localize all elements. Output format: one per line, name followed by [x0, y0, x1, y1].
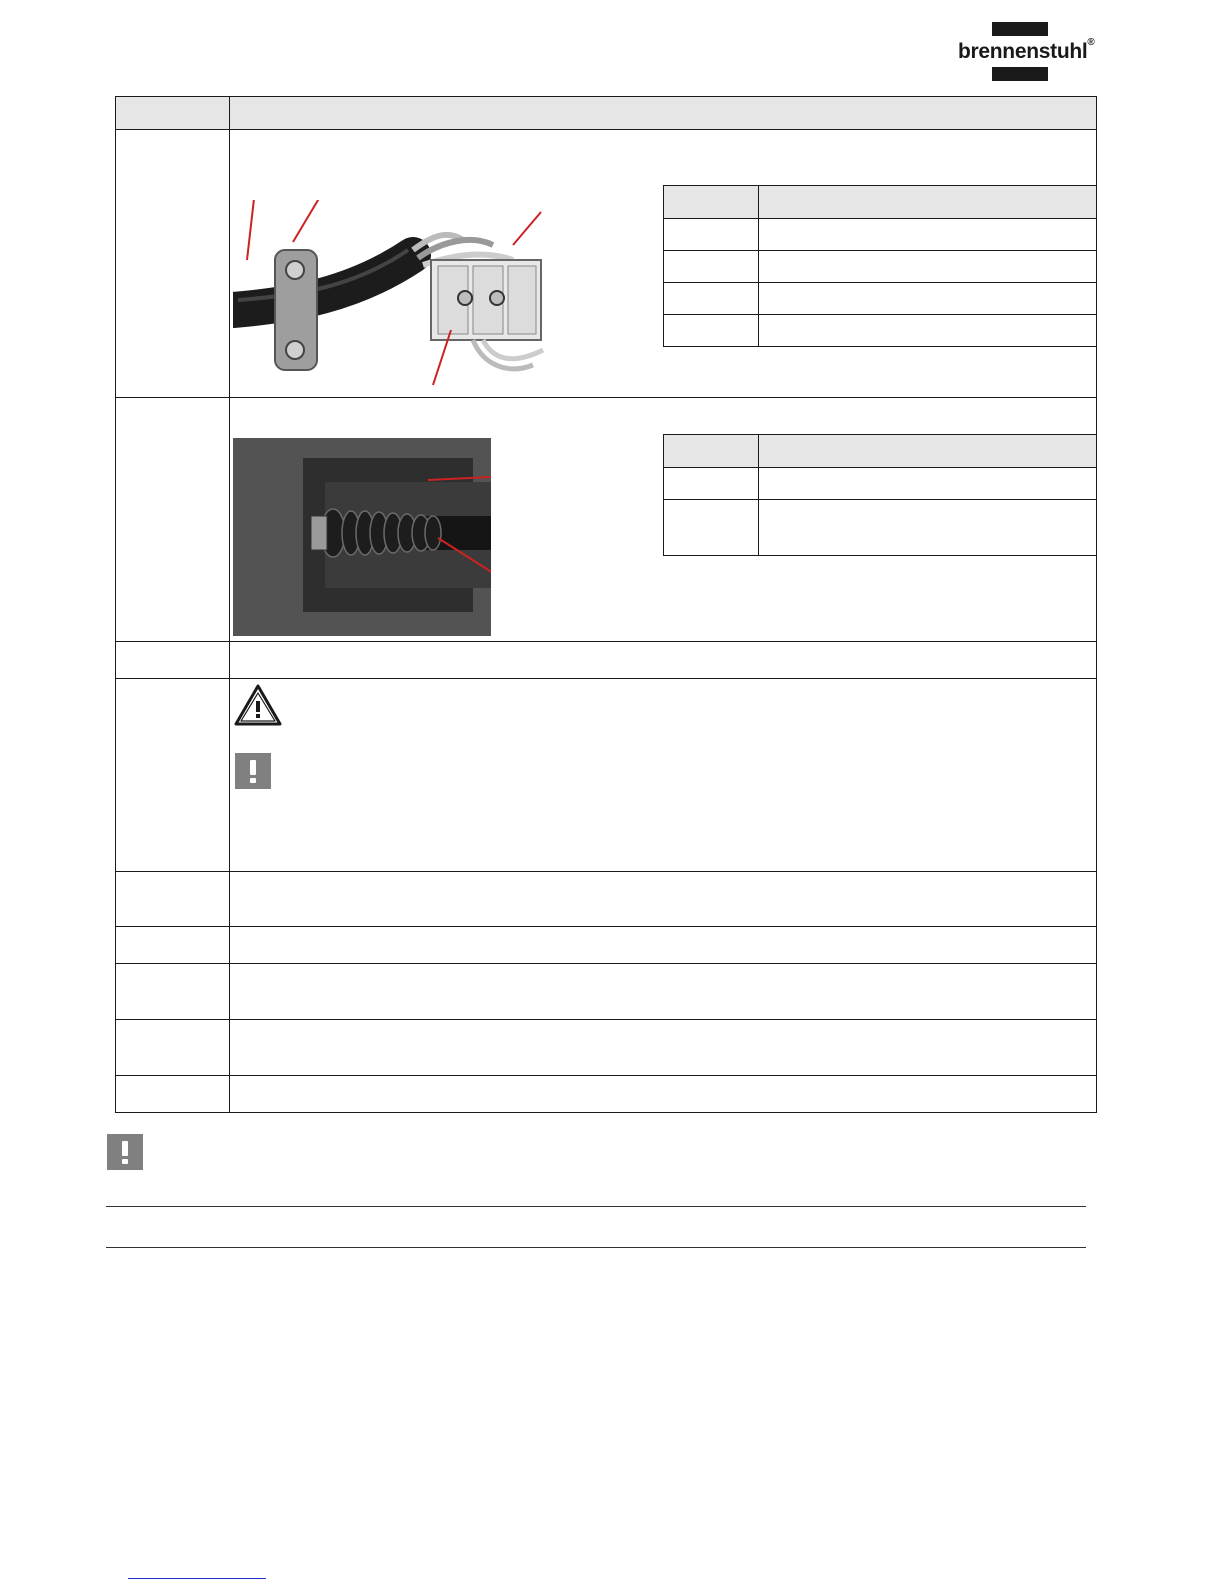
table-row — [116, 927, 1097, 964]
logo-wordmark — [958, 37, 1095, 66]
logo-name: brennenstuhl — [958, 40, 1088, 63]
step-cell — [116, 398, 230, 642]
brand-logo — [958, 22, 1095, 82]
table-header-row — [116, 97, 1097, 130]
step-cell — [116, 642, 230, 679]
parts-table-1 — [663, 185, 1097, 347]
table-row — [664, 468, 1097, 500]
parts-cell — [759, 283, 1097, 315]
header-cell-instruction — [230, 97, 1097, 130]
parts-cell — [664, 251, 759, 283]
table-row — [664, 500, 1097, 556]
step-cell — [116, 1020, 230, 1076]
step-cell — [116, 1076, 230, 1113]
step-cell — [116, 964, 230, 1020]
table-row — [664, 251, 1097, 283]
parts-cell — [664, 219, 759, 251]
warning-triangle-icon — [233, 683, 283, 727]
parts-cell — [759, 251, 1097, 283]
gland-photo — [233, 438, 491, 636]
logo-bar-top — [992, 22, 1048, 36]
step-cell — [116, 130, 230, 398]
header-cell-step — [116, 97, 230, 130]
step-cell — [116, 679, 230, 872]
table-row — [116, 679, 1097, 872]
table-row — [116, 1076, 1097, 1113]
table-row — [664, 219, 1097, 251]
parts-cell — [759, 468, 1097, 500]
parts-header-name — [759, 186, 1097, 219]
parts-header-number — [664, 186, 759, 219]
instruction-cell — [230, 927, 1097, 964]
logo-bar-bottom — [992, 67, 1048, 81]
table-row — [664, 435, 1097, 468]
parts-header-name — [759, 435, 1097, 468]
table-row — [664, 186, 1097, 219]
parts-cell — [664, 468, 759, 500]
terminal-photo — [233, 200, 553, 390]
table-row — [116, 964, 1097, 1020]
divider-bottom — [106, 1247, 1086, 1248]
exclamation-notice-icon — [235, 753, 271, 789]
exclamation-notice-icon — [107, 1134, 143, 1170]
step-cell — [116, 927, 230, 964]
table-row — [116, 642, 1097, 679]
instruction-cell — [230, 872, 1097, 927]
table-row — [116, 398, 1097, 642]
parts-cell — [664, 500, 759, 556]
parts-cell — [664, 315, 759, 347]
instruction-cell — [230, 1020, 1097, 1076]
instruction-table — [115, 96, 1097, 1113]
divider-top — [106, 1206, 1086, 1207]
footer-link-underline[interactable] — [128, 1578, 266, 1579]
step-cell — [116, 872, 230, 927]
logo-registered-mark: ® — [1087, 37, 1095, 48]
instruction-cell — [230, 1076, 1097, 1113]
table-row — [116, 1020, 1097, 1076]
table-row — [664, 315, 1097, 347]
table-row — [664, 283, 1097, 315]
table-row — [116, 872, 1097, 927]
parts-cell — [664, 283, 759, 315]
instruction-cell — [230, 130, 1097, 398]
parts-table-2 — [663, 434, 1097, 556]
table-row — [116, 130, 1097, 398]
instruction-cell — [230, 679, 1097, 872]
instruction-cell — [230, 964, 1097, 1020]
instruction-cell — [230, 398, 1097, 642]
parts-cell — [759, 500, 1097, 556]
instruction-cell — [230, 642, 1097, 679]
parts-cell — [759, 219, 1097, 251]
parts-cell — [759, 315, 1097, 347]
parts-header-number — [664, 435, 759, 468]
